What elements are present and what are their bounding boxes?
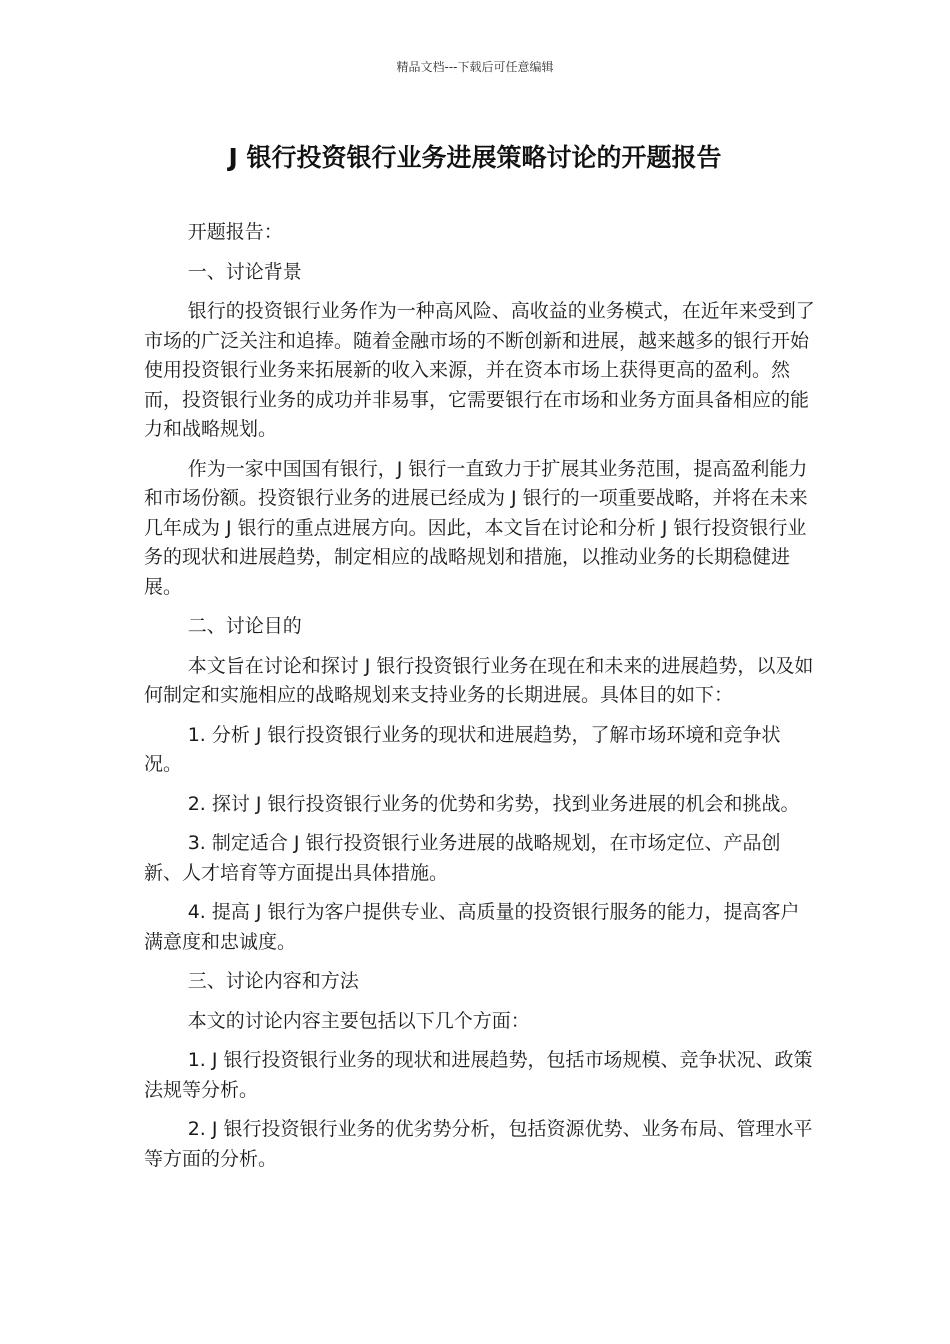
section-heading-background: 一、讨论背景 xyxy=(187,260,302,283)
section-heading-purpose: 二、讨论目的 xyxy=(187,615,302,637)
document-body xyxy=(144,218,818,1184)
paragraph-content-intro: 本文的讨论内容主要包括以下几个方面： xyxy=(187,1009,530,1032)
document-title: J 银行投资银行业务进展策略讨论的开题报告 xyxy=(228,143,722,172)
list-item-content-2: 2. J 银行投资银行业务的优劣势分析，包括资源优势、业务布局、管理水平等方面的分析。 xyxy=(144,1118,813,1170)
list-item-purpose-1: 1. 分析 J 银行投资银行业务的现状和进展趋势，了解市场环境和竞争状况。 xyxy=(144,723,781,775)
list-item-purpose-3: 3. 制定适合 J 银行投资银行业务进展的战略规划，在市场定位、产品创新、人才培育等方面提出具体措施。 xyxy=(144,832,781,884)
list-item-content-1: 1. J 银行投资银行业务的现状和进展趋势，包括市场规模、竞争状况、政策法规等分析。 xyxy=(144,1049,813,1101)
section-heading-content-method: 三、讨论内容和方法 xyxy=(187,970,359,992)
page-header-note: 精品文档---下载后可任意编辑 xyxy=(396,60,554,74)
paragraph-background-1: 银行的投资银行业务作为一种高风险、高收益的业务模式，在近年来受到了市场的广泛关注和追捧。随着金融市场的不断创新和进展，越来越多的银行开始使用投资银行业务来拓展新的收入来源，并在资本市场上获得更高的盈利。然而，投资银行业务的成功并非易事，它需要银行在市场和业务方面具备相应的能力和战略规划。 xyxy=(144,300,815,440)
list-item-purpose-4: 4. 提高 J 银行为客户提供专业、高质量的投资银行服务的能力，提高客户满意度和忠诚度。 xyxy=(144,901,800,953)
paragraph-background-2: 作为一家中国国有银行，J 银行一直致力于扩展其业务范围，提高盈利能力和市场份额。投资银行业务的进展已经成为 J 银行的一项重要战略，并将在未来几年成为 J 银行的重点进展方向。因此，本文旨在讨论和分析 J 银行投资银行业务的现状和进展趋势，制定相应的战略规划和措施，以推动业务的长期稳健进展。 xyxy=(144,457,808,598)
list-item-purpose-2: 2. 探讨 J 银行投资银行业务的优势和劣势，找到业务进展的机会和挑战。 xyxy=(187,792,800,815)
paragraph-purpose-intro: 本文旨在讨论和探讨 J 银行投资银行业务在现在和未来的进展趋势，以及如何制定和实施相应的战略规划来支持业务的长期进展。具体目的如下： xyxy=(144,654,814,706)
paragraph-intro-label: 开题报告： xyxy=(187,221,283,243)
